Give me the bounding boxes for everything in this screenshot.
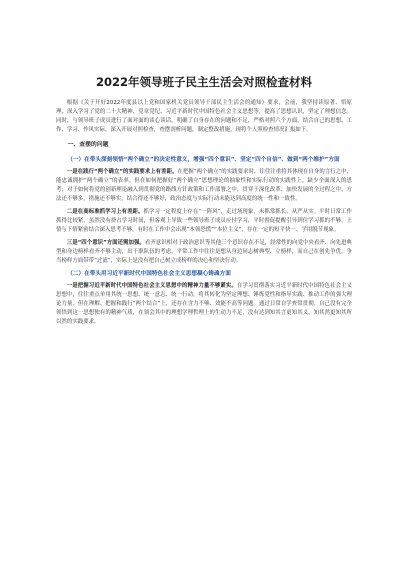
document-title: 2022年领导班子民主生活会对照检查材料 xyxy=(95,75,312,89)
paragraph-2-body: 抓学习一定程度上存在“一阵风”、走过场现象，未抓常抓长、从严从实。平时日常工作抓得比较紧，虽然没有挤占学习时间，但客观上导致一些领导班子成员应付学习，平时督促提醒引导到位学习抓的不够。上情与下情紧密结合深入思考不够，有时在工作中会出现“本领恐慌”“本位主义”，存在一定的短平快一、学用脱节现象。 xyxy=(56,209,352,233)
subsection-heading-1: （一）在带头深刻领悟“两个确立”的决定性意义，增强“四个意识”、坚定“四个自信”、做到“两个维护”方面 xyxy=(67,156,340,163)
paragraph-4-body: 在学习贯彻落实习近平新时代中国特色社会主义思想中，往往重点单用其统一思想、统一意志、统一行动，将其转化为坚定理想、锤炼党性和指导实践、推动工作的强大理论力量，但在理解、把握和践行“两个结合”上，还存在含力不够、效能不高等问题。通过日常自学查常贯彻，自己没有完全领悟到这一思想独有的精神气质，在领会其中的理想学理哲理上的生动力不足，没有达到知其言更知其义，知其然更知其所以然的实践要求。 xyxy=(56,283,352,326)
paragraph-2 xyxy=(56,208,352,235)
section-heading-problems: 一、查摆的问题 xyxy=(67,141,109,148)
paragraph-1 xyxy=(56,168,352,204)
paragraph-1-body: 在把握“两个确立”的实践要求时，往往注重将其体现在自身的言行之中，能忠诚拥护“两个确立”的表率。但在如何把握好“两个确立”思想理论的抽象性和实际行动的实践性上，缺少全面深入的思考；对于如何将党的创新理论融入到贯彻党的路线方针政策和工作部署之中，贯穿于深化改革、加快发展的全过程之中，方法还不够多，措施还不够实，结合得还不够好，政治态度与实际行动未能达到高度的统一性和一致性。 xyxy=(56,169,352,203)
paragraph-1-lead: 一是在践行“两个确立”的实践要求上有差距。 xyxy=(66,169,178,176)
paragraph-3-lead: 三是“四个意识”方面还需加强。 xyxy=(66,239,145,246)
intro-paragraph: 根据《关于开好2022年度县以上党和国家机关党员领导干部民主生活会的通知》要求，会前，我坚持读原著、悟原理，深入学习了党的二十大精神、党章党纪、习近平新时代中国特色社会主义思想等，提高了思想认识，坚定了理想信念。同时，与领导班子成员进行了面对面的谈心谈话，明确了自身存在的问题和不足，严格对照六个方面，结合自己的思想、工作、学习、作风实际，深入开展对照检查，查摆剖析问题，制定整改措施，现将个人照检查情况汇报如下。 xyxy=(56,100,352,133)
paragraph-4-lead: 一是把握习近平新时代中国特色社会主义思想中的精神力量不够紧实。 xyxy=(66,283,237,290)
paragraph-2-lead: 二是在高标准抓学习上有差距。 xyxy=(66,209,144,216)
paragraph-3 xyxy=(56,239,352,266)
paragraph-4 xyxy=(56,282,352,327)
subsection-heading-2: （二）在带头用习近平新时代中国特色社会主义思想凝心铸魂方面 xyxy=(67,270,231,277)
paragraph-3-body: 看齐意识相对于政治意识等其他三个意识存在不足，经常性的向党中央看齐、向先进典型和身边榜样看齐不够主动，出于职队伍的考虑，平常工作中往往是想从身边同志树典型、立榜样，而自己在创先争优，争当榜样方面带带“过滤”，实际上是没有把自己树立成榜样的决心和坚决行动。 xyxy=(56,239,352,264)
